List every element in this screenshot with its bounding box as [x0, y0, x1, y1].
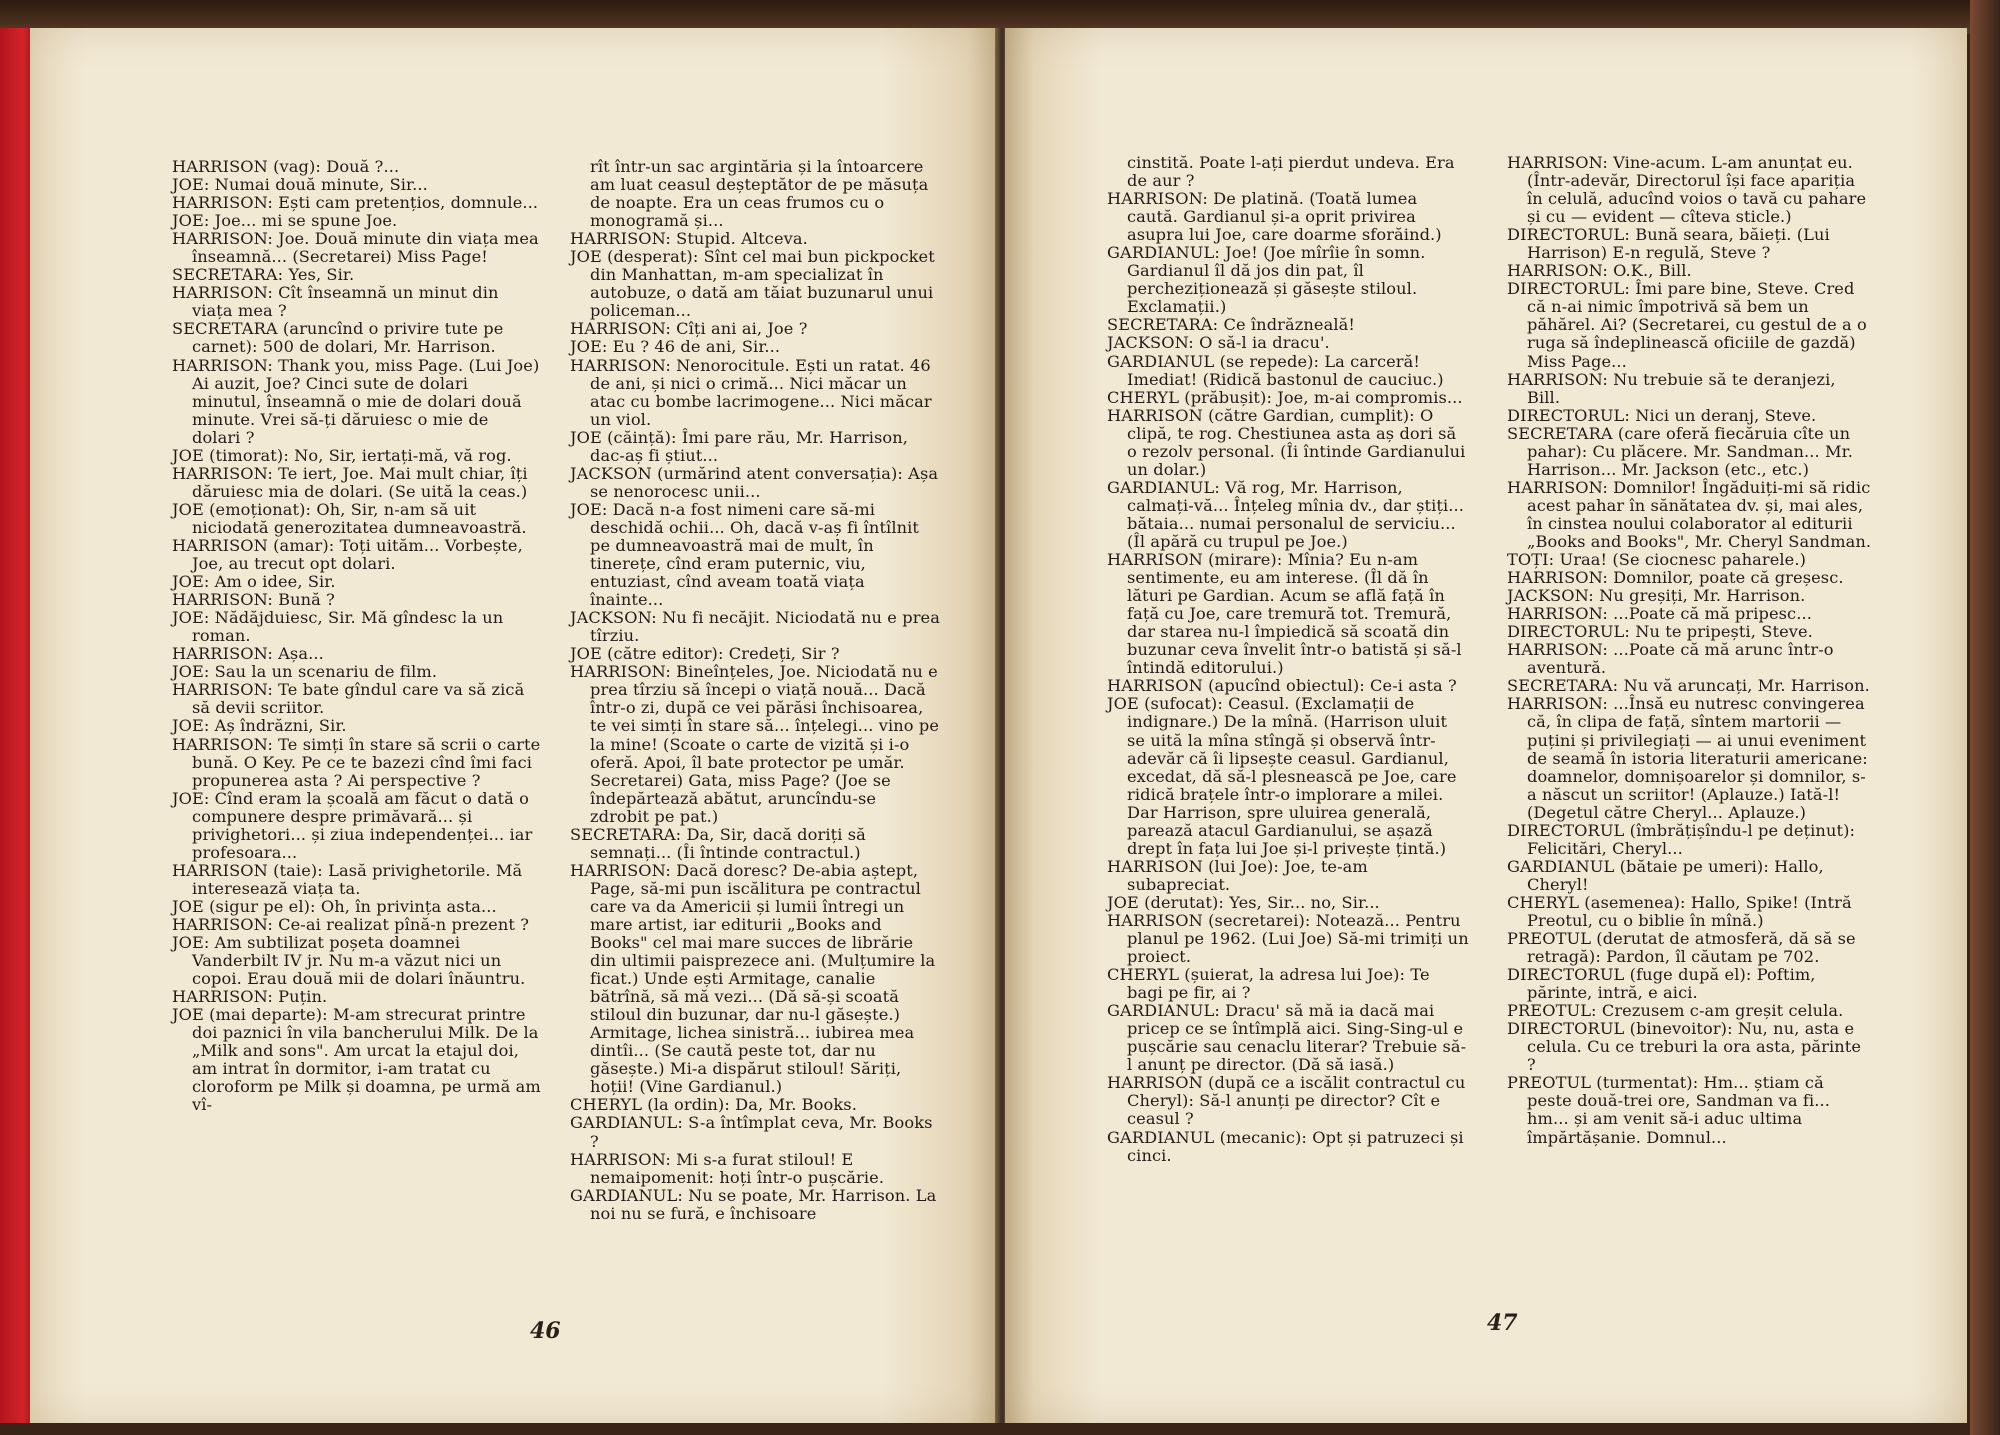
script-line: SECRETARA: Ce îndrăzneală!	[1107, 315, 1355, 335]
script-line: DIRECTORUL (binevoitor): Nu, nu, asta e celula. Cu ce treburi la ora asta, părinte ?	[1507, 1019, 1862, 1075]
script-line: HARRISON: Ce-ai realizat pînă-n prezent ?	[172, 914, 529, 934]
script-line: HARRISON: Stupid. Altceva.	[570, 229, 808, 249]
script-line: JACKSON: Nu fi necăjit. Niciodată nu e prea tîrziu.	[570, 608, 940, 646]
script-line: SECRETARA: Da, Sir, dacă doriți să semnați... (Îi întinde contractul.)	[570, 824, 866, 862]
script-line: HARRISON (secretarei): Notează... Pentru planul pe 1962. (Lui Joe) Să-mi trimiți un proiect.	[1107, 910, 1469, 967]
script-line: JOE: Cînd eram la școală am făcut o dată o compunere despre primăvară... și privighetori... și ziua independenței... iar profesoara...	[172, 788, 533, 862]
script-line: JOE (sigur pe el): Oh, în privința asta...	[172, 896, 497, 916]
script-line: CHERYL (prăbușit): Joe, m-ai compromis...	[1107, 387, 1463, 407]
script-line: HARRISON: ...Poate că mă pripesc...	[1507, 604, 1812, 624]
script-line: HARRISON (taie): Lasă privighetorile. Mă interesează viața ta.	[172, 860, 523, 898]
script-line: HARRISON: Thank you, miss Page. (Lui Joe) Ai auzit, Joe? Cinci sute de dolari minutul, înseamnă o mie de dolari două minute. Vrei să-ți dăruiesc o mie de dolari ?	[172, 355, 540, 447]
script-line: JOE (emoționat): Oh, Sir, n-am să uit niciodată generozitatea dumneavoastră.	[172, 499, 527, 537]
script-line: HARRISON: Domnilor, poate că greșesc.	[1507, 568, 1844, 588]
script-line: GARDIANUL: Vă rog, Mr. Harrison, calmați-vă... Înțeleg mînia dv., dar știți... bătaia... numai personalul de serviciu... (Îl apără cu trupul pe Joe.)	[1107, 477, 1465, 551]
script-line: JOE (desperat): Sînt cel mai bun pickpocket din Manhattan, m-am specializat în autobuze, o dată am tăiat buzunarul unui policeman...	[570, 247, 935, 321]
script-line: HARRISON: Bună ?	[172, 590, 335, 610]
script-line: JACKSON: O să-l ia dracu'.	[1107, 333, 1330, 353]
right-page-column-2	[1507, 154, 1873, 1147]
script-line: GARDIANUL: Dracu' să mă ia dacă mai pricep ce se întîmplă aici. Sing-Sing-ul e pușcărie sau cenaclu literar? Trebuie să-l anunț pe director. (Dă să iasă.)	[1107, 1001, 1467, 1075]
script-line: HARRISON: Domnilor! Îngăduiți-mi să ridic acest pahar în sănătatea dv. și, mai ales, în cinstea noului colaborator al editurii „Books and Books", Mr. Cheryl Sandman.	[1507, 477, 1872, 551]
script-line: HARRISON: Vine-acum. L-am anunțat eu. (Într-adevăr, Directorul își face apariția în celulă, aducînd voios o tavă cu pahare și cu — evident — cîteva sticle.)	[1507, 153, 1867, 227]
script-line: JOE: Aș îndrăzni, Sir.	[172, 716, 347, 736]
left-page-column-1	[172, 158, 542, 1114]
script-line: HARRISON: Te bate gîndul care va să zică să devii scriitor.	[172, 680, 525, 718]
script-line: SECRETARA: Yes, Sir.	[172, 265, 355, 285]
script-line: HARRISON: Te simți în stare să scrii o carte bună. O Key. Pe ce te bazezi cînd îmi faci propunerea asta ? Ai perspective ?	[172, 734, 541, 790]
script-line: JOE: Sau la un scenariu de film.	[172, 662, 438, 682]
script-line: HARRISON: ...Poate că mă arunc într-o aventură.	[1507, 640, 1834, 678]
page-number-left: 46	[530, 1318, 561, 1344]
page-number-right: 47	[1487, 1310, 1518, 1336]
script-line: DIRECTORUL: Îmi pare bine, Steve. Cred că n-ai nimic împotrivă să bem un păhărel. Ai? (Secretarei, cu gestul de a o ruga să îndeplinească oficiile de gazdă) Miss Page...	[1507, 279, 1867, 371]
script-line: HARRISON: Bineînțeles, Joe. Niciodată nu e prea tîrziu să începi o viață nouă... Dacă într-o zi, după ce vei părăsi închisoarea, te vei simți în stare să... înțelegi... vino pe la mine! (Scoate o carte de vizită și i-o oferă. Apoi, îl bate protector pe umăr. Secretarei) Gata, miss Page? (Joe se îndepărtează abătut, aruncîndu-se zdrobit pe pat.)	[570, 662, 940, 826]
script-line: DIRECTORUL: Nu te pripești, Steve.	[1507, 622, 1813, 642]
left-page	[30, 28, 998, 1423]
script-line: DIRECTORUL: Bună seara, băieți. (Lui Harrison) E-n regulă, Steve ?	[1507, 225, 1830, 263]
script-line: PREOTUL (turmentat): Hm... știam că peste două-trei ore, Sandman va fi... hm... și am venit să-i aduc ultima împărtășanie. Domnul...	[1507, 1073, 1830, 1147]
script-line: HARRISON: Cît înseamnă un minut din viața mea ?	[172, 283, 499, 321]
script-line: GARDIANUL: S-a întîmplat ceva, Mr. Books ?	[570, 1113, 933, 1151]
script-line: HARRISON: Mi s-a furat stiloul! E nemaipomenit: hoți într-o pușcărie.	[570, 1149, 885, 1187]
script-line: JOE (căință): Îmi pare rău, Mr. Harrison, dac-aș fi știut...	[570, 427, 909, 465]
script-line: cinstită. Poate l-ați pierdut undeva. Era de aur ?	[1127, 153, 1455, 191]
script-line: JOE: Dacă n-a fost nimeni care să-mi deschidă ochii... Oh, dacă v-aș fi întîlnit pe dumneavoastră mai de mult, în tinerețe, cînd eram puternic, viu, entuziast, cînd aveam toată viața înainte...	[570, 499, 920, 610]
script-line: HARRISON: Așa...	[172, 644, 324, 664]
left-page-column-2	[570, 158, 940, 1223]
script-line: GARDIANUL: Joe! (Joe mîrîie în somn. Gardianul îl dă jos din pat, îl percheziționează și găsește stiloul. Exclamații.)	[1107, 243, 1426, 317]
script-line: CHERYL (șuierat, la adresa lui Joe): Te bagi pe fir, ai ?	[1107, 965, 1430, 1003]
script-line: GARDIANUL: Nu se poate, Mr. Harrison. La noi nu se fură, e închisoare	[570, 1185, 937, 1223]
script-line: HARRISON (apucînd obiectul): Ce-i asta ?	[1107, 676, 1457, 696]
script-line: DIRECTORUL (fuge după el): Poftim, părinte, intră, e aici.	[1507, 965, 1816, 1003]
script-line: JOE (mai departe): M-am strecurat printre doi paznici în vila bancherului Milk. De la „Milk and sons". Am urcat la etajul doi, am intrat în dormitor, i-am tratat cu cloroform pe Milk și doamna, pe urmă am vî-	[172, 1005, 541, 1115]
script-line: HARRISON (vag): Două ?...	[172, 157, 400, 176]
script-line: HARRISON (lui Joe): Joe, te-am subapreciat.	[1107, 856, 1368, 894]
script-line: HARRISON: Te iert, Joe. Mai mult chiar, îți dăruiesc mia de dolari. (Se uită la ceas.)	[172, 463, 528, 501]
script-line: HARRISON: ...Însă eu nutresc convingerea că, în clipa de față, sîntem martorii — puțini și privilegiați — ai unui eveniment de seamă în istoria literaturii americane: doamnelor, domnișoarelor și domnilor, s-a născut un scriitor! (Aplauze.) Iată-l! (Degetul către Cheryl... Aplauze.)	[1507, 694, 1868, 822]
script-line: JACKSON: Nu greșiți, Mr. Harrison.	[1507, 586, 1806, 606]
script-line: SECRETARA (aruncînd o privire tute pe carnet): 500 de dolari, Mr. Harrison.	[172, 319, 504, 357]
script-line: HARRISON (către Gardian, cumplit): O clipă, te rog. Chestiunea asta aș dori să o rezolv personal. (Îi întinde Gardianului un dolar.)	[1107, 405, 1466, 479]
script-line: JOE (sufocat): Ceasul. (Exclamații de indignare.) De la mînă. (Harrison uluit se uită la mîna stîngă și observă într-adevăr că îi lipsește ceasul. Gardianul, excedat, dă să-l plesnească pe Joe, care ridică brațele într-o implorare a milei. Dar Harrison, spre uluirea generală, parează atacul Gardianului, se așază drept în fața lui Joe și-l privește țintă.)	[1107, 694, 1457, 858]
script-line: HARRISON (după ce a iscălit contractul cu Cheryl): Să-l anunți pe director? Cît e ceasul ?	[1107, 1073, 1466, 1129]
script-line: rît într-un sac argintăria și la întoarcere am luat ceasul deșteptător de pe măsuța de noapte. Era un ceas frumos cu o monogramă și...	[590, 157, 929, 231]
right-page	[1005, 28, 1967, 1423]
script-line: CHERYL (asemenea): Hallo, Spike! (Intră Preotul, cu o biblie în mînă.)	[1507, 892, 1852, 930]
script-line: HARRISON: O.K., Bill.	[1507, 261, 1692, 281]
script-line: HARRISON: Ești cam pretențios, domnule...	[172, 193, 539, 213]
script-line: JOE: Numai două minute, Sir...	[172, 175, 428, 195]
right-page-column-1	[1107, 154, 1469, 1165]
script-line: DIRECTORUL: Nici un deranj, Steve.	[1507, 405, 1817, 425]
script-line: JOE: Am subtilizat poșeta doamnei Vanderbilt IV jr. Nu m-a văzut nici un copoi. Erau două mii de dolari înăuntru.	[172, 933, 526, 989]
script-line: GARDIANUL (bătaie pe umeri): Hallo, Cheryl!	[1507, 856, 1824, 894]
script-line: JOE: Nădăjduiesc, Sir. Mă gîndesc la un roman.	[172, 608, 504, 646]
script-line: HARRISON: Joe. Două minute din viața mea înseamnă... (Secretarei) Miss Page!	[172, 229, 539, 267]
script-line: JOE (derutat): Yes, Sir... no, Sir...	[1107, 892, 1380, 912]
script-line: SECRETARA (care oferă fiecăruia cîte un pahar): Cu plăcere. Mr. Sandman... Mr. Harrison... Mr. Jackson (etc., etc.)	[1507, 423, 1853, 479]
script-line: HARRISON: Nu trebuie să te deranjezi, Bill.	[1507, 369, 1836, 407]
script-line: JOE (timorat): No, Sir, iertați-mă, vă rog.	[172, 445, 512, 465]
script-line: JOE: Am o idee, Sir.	[172, 572, 336, 592]
script-line: HARRISON (mirare): Mînia? Eu n-am sentimente, eu am interese. (Îl dă în lături pe Gardian. Acum se află față în față cu Joe, care tremură tot. Tremură, dar starea nu-l împiedică să scoată din buzunar ceva învelit într-o batistă și să-l întindă editorului.)	[1107, 550, 1462, 678]
script-line: TOȚI: Uraa! (Se ciocnesc paharele.)	[1507, 550, 1807, 570]
script-line: HARRISON: Dacă doresc? De-abia aștept, Page, să-mi pun iscălitura pe contractul care va da Americii și lumii întregi un mare artist, iar editurii „Books and Books" cel mai mare succes de librărie din ultimii paisprezece ani. (Mulțumire la ficat.) Unde ești Armitage, canalie bătrînă, să mă vezi... (Dă să-și scoată stiloul din buzunar, dar nu-l găsește.) Armitage, lichea sinistră... iubirea mea dintîi... (Se caută peste tot, dar nu găsește.) Mi-a dispărut stiloul! Săriți, hoții! (Vine Gardianul.)	[570, 860, 936, 1097]
book-cover-right	[1970, 0, 2000, 1435]
script-line: DIRECTORUL (îmbrățișîndu-l pe deținut): Felicitări, Cheryl...	[1507, 820, 1856, 858]
script-line: PREOTUL (derutat de atmosferă, dă să se retragă): Pardon, îl căutam pe 702.	[1507, 929, 1856, 967]
script-line: HARRISON (amar): Toți uităm... Vorbește, Joe, au trecut opt dolari.	[172, 535, 523, 574]
script-line: HARRISON: Nenorocitule. Ești un ratat. 46 de ani, și nici o crimă... Nici măcar un atac cu bombe lacrimogene... Nici măcar un viol.	[570, 355, 932, 429]
script-line: JOE (către editor): Credeți, Sir ?	[570, 644, 840, 664]
script-line: JOE: Joe... mi se spune Joe.	[172, 211, 398, 231]
script-line: HARRISON: De platină. (Toată lumea caută. Gardianul și-a oprit privirea asupra lui Joe, care doarme sforăind.)	[1107, 189, 1442, 245]
script-line: GARDIANUL (se repede): La carceră! Imediat! (Ridică bastonul de cauciuc.)	[1107, 351, 1444, 389]
script-line: SECRETARA: Nu vă aruncați, Mr. Harrison.	[1507, 676, 1870, 696]
script-line: CHERYL (la ordin): Da, Mr. Books.	[570, 1095, 857, 1115]
script-line: HARRISON: Puțin.	[172, 987, 328, 1007]
script-line: HARRISON: Cîți ani ai, Joe ?	[570, 319, 808, 339]
script-line: JACKSON (urmărind atent conversația): Așa se nenorocesc unii...	[570, 463, 939, 501]
script-line: PREOTUL: Crezusem c-am greșit celula.	[1507, 1001, 1844, 1021]
script-line: GARDIANUL (mecanic): Opt și patruzeci și cinci.	[1107, 1127, 1464, 1165]
script-line: JOE: Eu ? 46 de ani, Sir...	[570, 337, 781, 357]
